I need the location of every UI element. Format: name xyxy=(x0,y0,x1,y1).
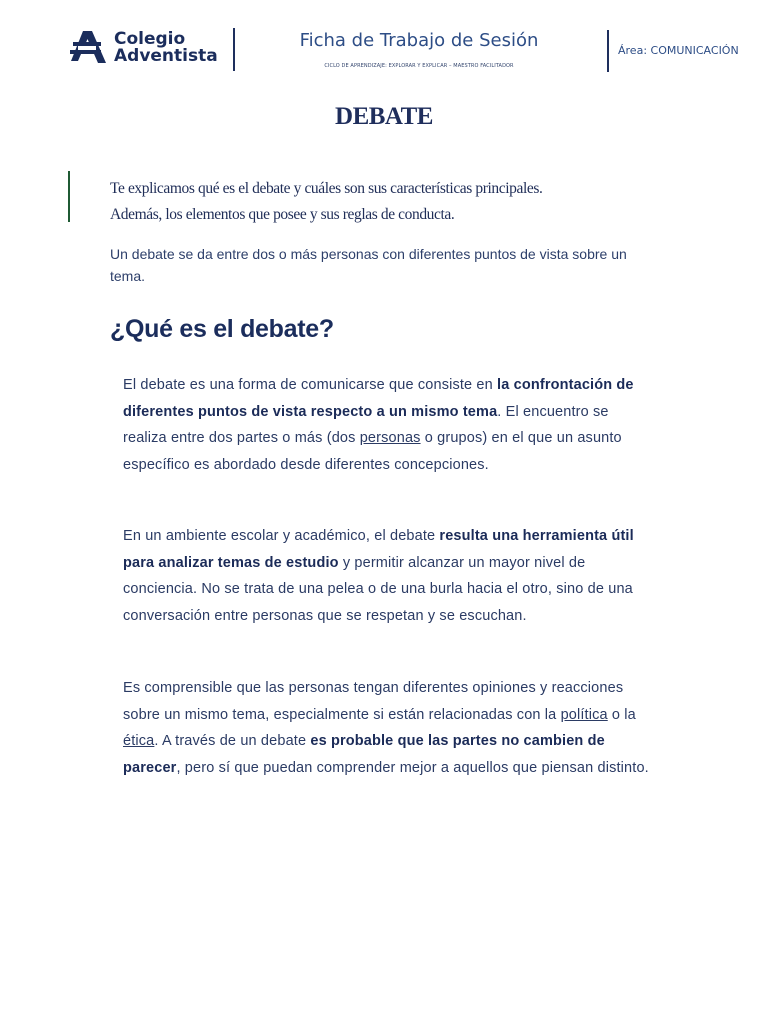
main-title: DEBATE xyxy=(335,103,433,130)
link-etica[interactable]: ética xyxy=(123,733,155,749)
document-subtitle: CICLO DE APRENDIZAJE: EXPLORAR Y EXPLICAR – MAESTRO FACILITADOR xyxy=(324,63,514,69)
link-personas[interactable]: personas xyxy=(359,430,421,446)
text-run: El debate es una forma de comunicarse que consiste en xyxy=(123,377,498,393)
intro-line-1: Te explicamos qué es el debate y cuáles son sus características principales. xyxy=(110,180,543,197)
intro-line-2: Además, los elementos que posee y sus reglas de conducta. xyxy=(110,206,455,223)
text-run: . El encuentro se realiza entre dos partes o más (dos xyxy=(123,403,609,446)
logo-text-line1: Colegio xyxy=(114,29,186,49)
bold-text: resulta una herramienta útil para analizar temas de estudio xyxy=(123,528,634,571)
text-run: o grupos) en el que un asunto específico es abordado desde diferentes concepciones. xyxy=(123,430,622,473)
paragraph-1 xyxy=(123,372,653,478)
intro-text xyxy=(110,176,630,228)
logo-mark-icon xyxy=(70,31,106,63)
paragraph-3 xyxy=(123,675,653,781)
text-run: . A través de un debate xyxy=(154,733,311,749)
section-heading: ¿Qué es el debate? xyxy=(110,315,334,343)
text-run: y permitir alcanzar un mayor nivel de conciencia. No se trata de una pelea o de una burla hacia el otro, sino de una conversación entre personas que se respetan y se escuchan. xyxy=(123,554,633,624)
lead-paragraph: Un debate se da entre dos o más personas con diferentes puntos de vista sobre un tema. xyxy=(110,246,627,284)
intro-quote-bar xyxy=(68,171,70,222)
paragraph-2 xyxy=(123,523,653,629)
text-run: Es comprensible que las personas tengan diferentes opiniones y reacciones sobre un mismo tema, especialmente si están relacionadas con la xyxy=(123,680,624,723)
school-logo xyxy=(70,30,240,70)
logo-text-line2: Adventista xyxy=(114,46,218,66)
page-header xyxy=(0,0,768,90)
link-politica[interactable]: política xyxy=(560,706,608,723)
document-title: Ficha de Trabajo de Sesión xyxy=(299,30,539,51)
header-divider-left xyxy=(233,28,235,71)
bold-text: la confrontación de diferentes puntos de vista respecto a un mismo tema xyxy=(123,377,634,420)
subject-area: Área: COMUNICACIÓN xyxy=(618,44,739,57)
text-run: En un ambiente escolar y académico, el debate xyxy=(123,528,440,544)
text-run: , pero sí que puedan comprender mejor a aquellos que piensan distinto. xyxy=(176,759,649,776)
header-divider-right xyxy=(607,30,609,72)
bold-text: es probable que las partes no cambien de parecer xyxy=(123,733,605,776)
text-run: o la xyxy=(607,706,636,723)
